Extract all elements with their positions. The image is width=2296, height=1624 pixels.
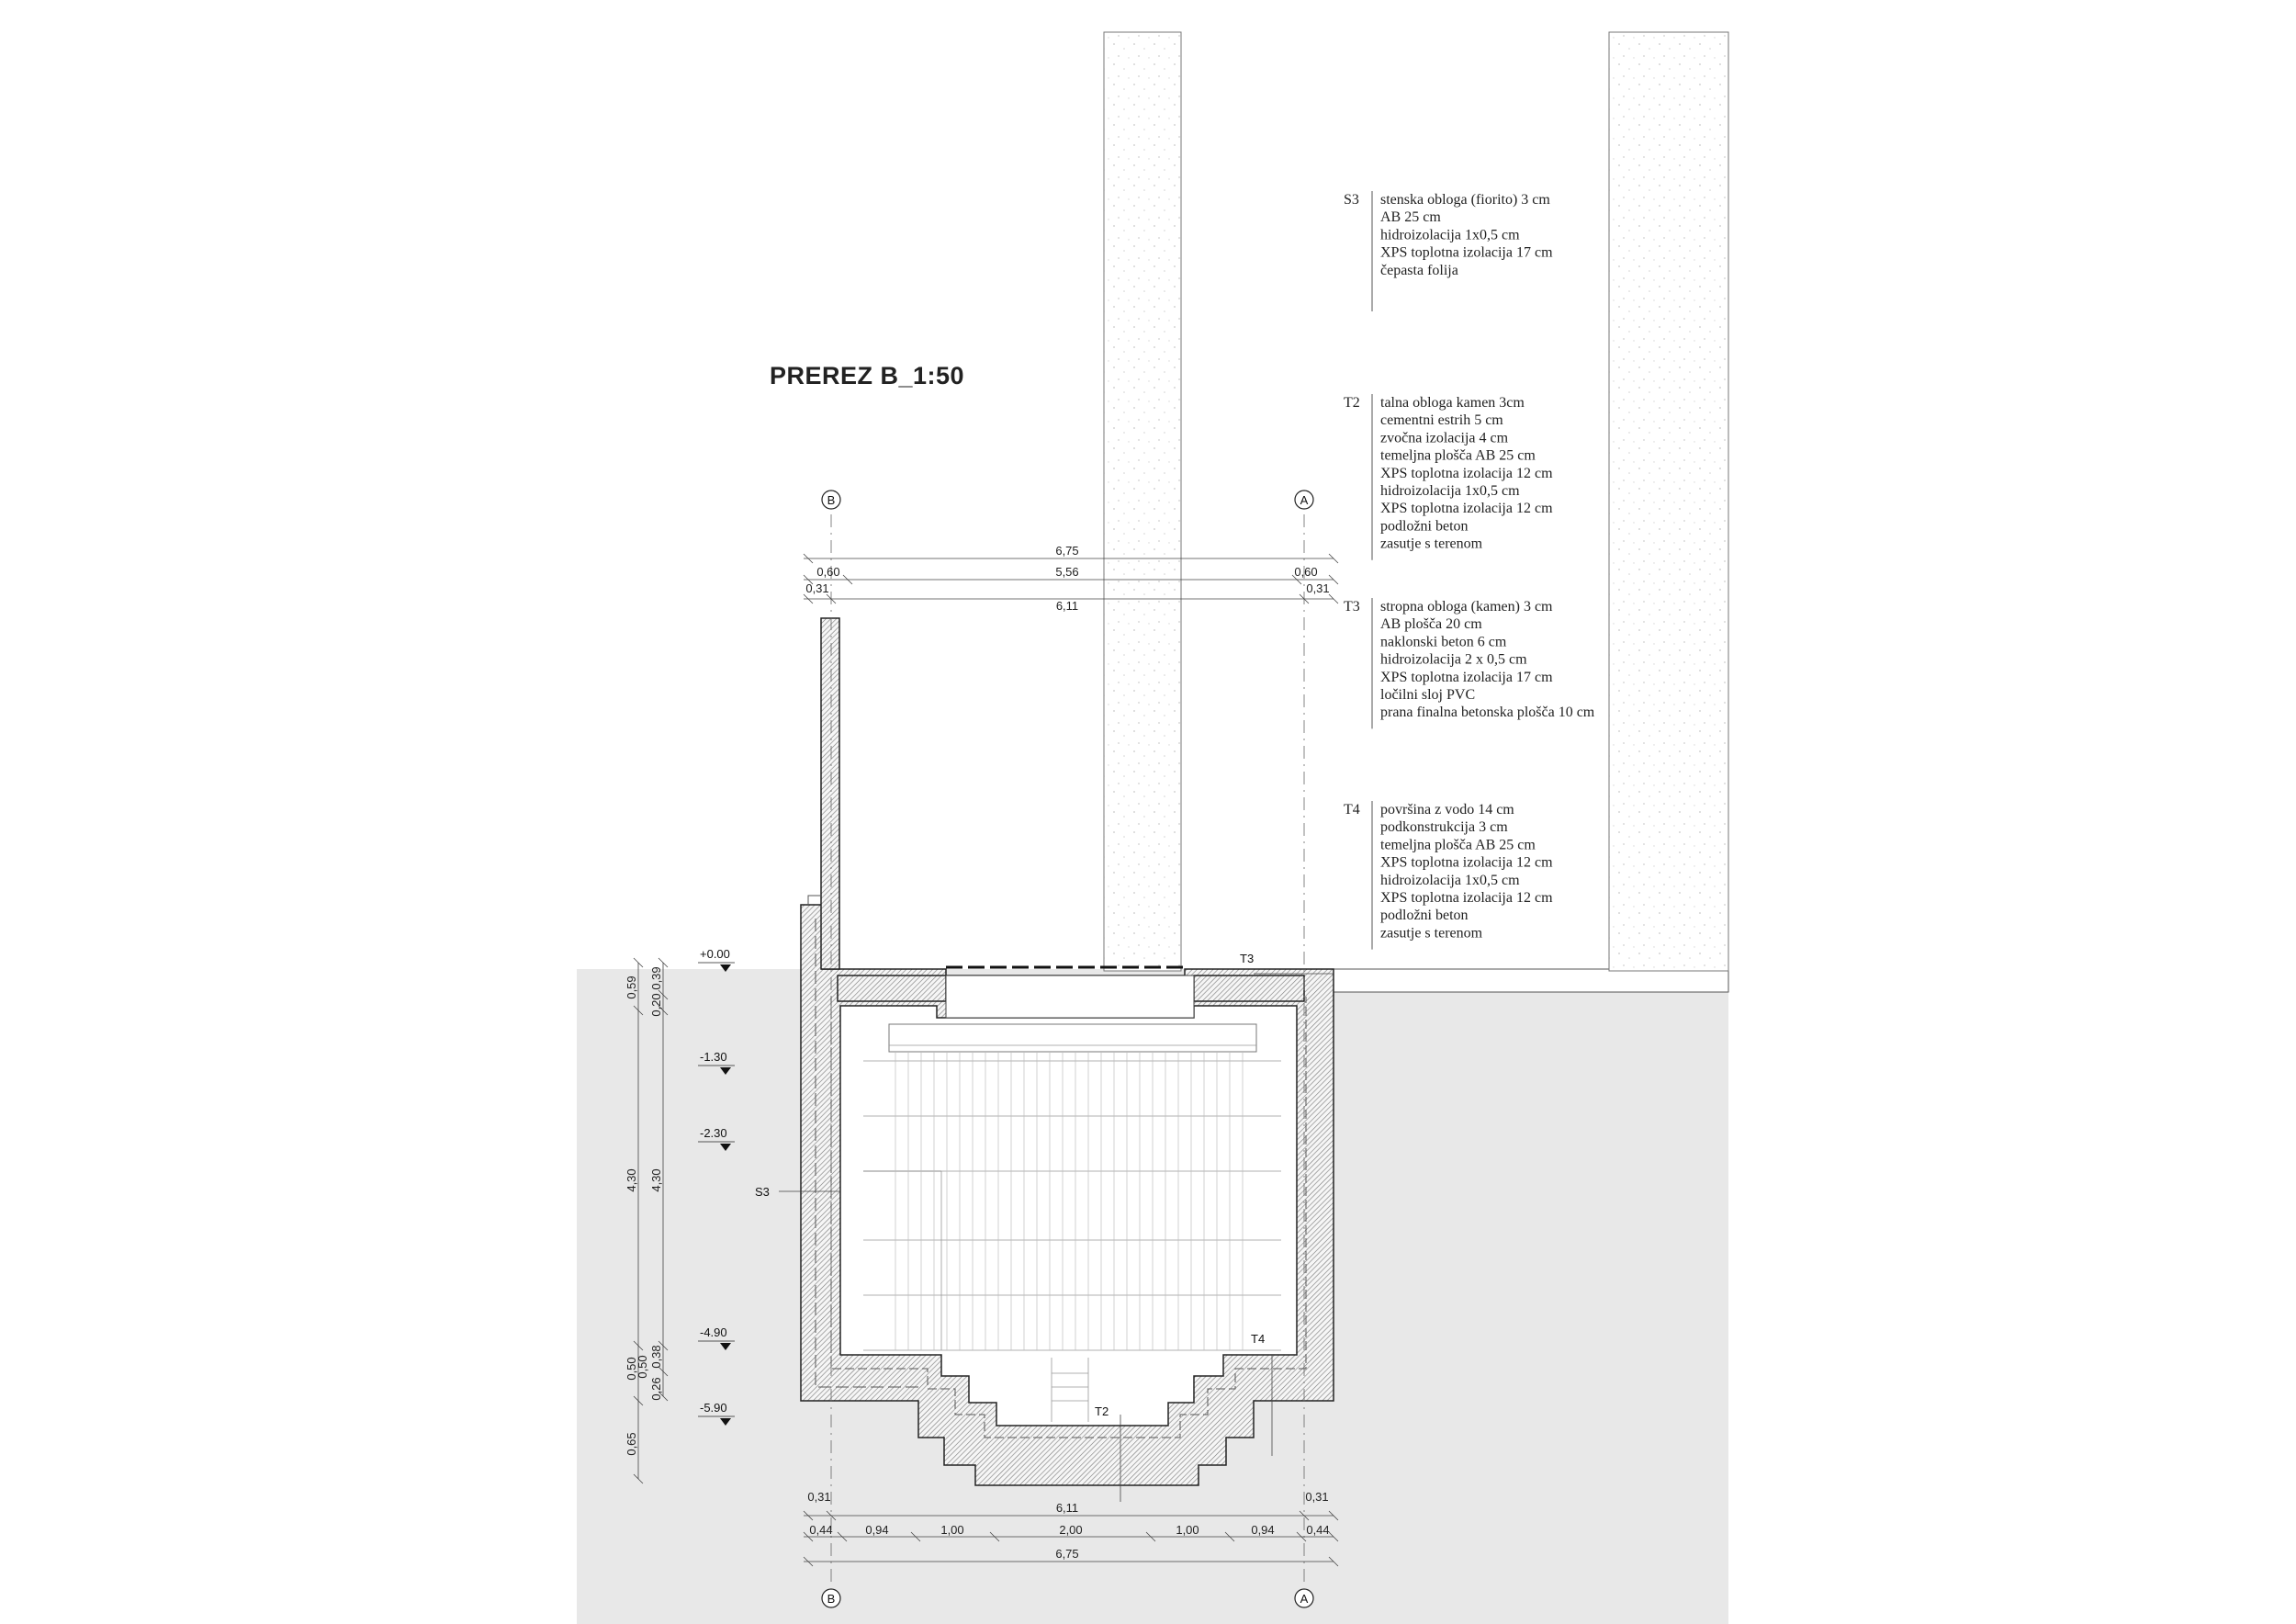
dim-bottom-inner: 6,11: [1055, 1501, 1079, 1515]
dim-bottom-seg-3: 1,00: [940, 1523, 964, 1537]
tag-t2: T2: [1095, 1404, 1109, 1418]
tag-s3: S3: [755, 1185, 770, 1199]
legend-line: XPS toplotna izolacija 12 cm: [1380, 465, 1553, 481]
legend-line: XPS toplotna izolacija 12 cm: [1380, 890, 1553, 906]
level-2: -2.30: [700, 1126, 727, 1140]
vdim-outer-2: 4,30: [625, 1168, 638, 1192]
dim-top-inner-right: 0,31: [1306, 581, 1330, 595]
legend-line: ločilni sloj PVC: [1380, 687, 1476, 703]
level-1: -1.30: [700, 1050, 727, 1064]
level-0: +0.00: [700, 947, 730, 961]
dim-bottom-total: 6,75: [1055, 1547, 1079, 1561]
dim-bottom-seg-7: 0,44: [1306, 1523, 1330, 1537]
legend-line: hidroizolacija 1x0,5 cm: [1380, 227, 1520, 243]
legend-line: AB 25 cm: [1380, 209, 1441, 226]
tag-t3: T3: [1240, 952, 1255, 965]
vdim-outer-4: 0,65: [625, 1432, 638, 1456]
legend-line: površina z vodo 14 cm: [1380, 802, 1514, 818]
grid-label-a-bottom: A: [1300, 1592, 1309, 1606]
grid-label-b-top: B: [827, 493, 836, 507]
legend-code-t3: T3: [1344, 599, 1360, 615]
legend-line: XPS toplotna izolacija 17 cm: [1380, 244, 1553, 261]
legend-line: prana finalna betonska plošča 10 cm: [1380, 705, 1595, 721]
dim-bottom-seg-6: 0,94: [1251, 1523, 1275, 1537]
dim-top-inner: 6,11: [1055, 599, 1079, 613]
level-4: -5.90: [700, 1401, 727, 1415]
top-dimensions: [804, 554, 1338, 603]
background-wall-strip-2: [1609, 32, 1728, 971]
legend-line: stenska obloga (fiorito) 3 cm: [1380, 192, 1550, 208]
legend-line: AB plošča 20 cm: [1380, 616, 1482, 633]
dim-bottom-seg-2: 0,94: [865, 1523, 889, 1537]
legend-line: zasutje s terenom: [1380, 536, 1483, 552]
dim-bottom-side-left: 0,31: [807, 1490, 831, 1504]
legend-line: XPS toplotna izolacija 17 cm: [1380, 669, 1553, 685]
legend-line: cementni estrih 5 cm: [1380, 412, 1503, 429]
dim-bottom-seg-4: 2,00: [1059, 1523, 1083, 1537]
tag-t4: T4: [1251, 1332, 1266, 1346]
level-3: -4.90: [700, 1325, 727, 1339]
legend-line: podložni beton: [1380, 518, 1469, 535]
legend-line: XPS toplotna izolacija 12 cm: [1380, 854, 1553, 871]
vdim-inner-3: 4,30: [649, 1168, 663, 1192]
legend-line: talna obloga kamen 3cm: [1380, 395, 1525, 411]
material-legend: [1344, 191, 1595, 950]
ground-surface-right: [1327, 969, 1728, 992]
legend-line: XPS toplotna izolacija 12 cm: [1380, 501, 1553, 517]
pit-structure: [801, 905, 1334, 1485]
legend-line: podkonstrukcija 3 cm: [1380, 819, 1508, 836]
legend-code-s3: S3: [1344, 192, 1359, 208]
dim-top-side-right: 0,60: [1294, 565, 1318, 579]
legend-line: hidroizolacija 2 x 0,5 cm: [1380, 651, 1527, 668]
legend-line: temeljna plošča AB 25 cm: [1380, 837, 1536, 853]
vdim-inner-5: 0,50: [636, 1355, 649, 1379]
drawing-title: PREREZ B_1:50: [770, 362, 965, 389]
parapet-step: [808, 896, 821, 905]
vdim-outer-1: 0,59: [625, 976, 638, 999]
legend-line: zasutje s terenom: [1380, 925, 1483, 942]
dim-top-middle: 5,56: [1055, 565, 1079, 579]
legend-line: podložni beton: [1380, 908, 1469, 924]
grid-label-a-top: A: [1300, 493, 1309, 507]
grid-label-b-bottom: B: [827, 1592, 836, 1606]
dim-top-total: 6,75: [1055, 544, 1079, 558]
dim-top-inner-left: 0,31: [805, 581, 829, 595]
legend-code-t2: T2: [1344, 395, 1360, 411]
vdim-outer-3: 0,50: [625, 1357, 638, 1381]
legend-line: hidroizolacija 1x0,5 cm: [1380, 872, 1520, 888]
dim-bottom-seg-1: 0,44: [809, 1523, 833, 1537]
dim-bottom-seg-5: 1,00: [1176, 1523, 1199, 1537]
legend-code-t4: T4: [1344, 802, 1360, 818]
legend-line: hidroizolacija 1x0,5 cm: [1380, 483, 1520, 499]
dim-bottom-side-right: 0,31: [1305, 1490, 1329, 1504]
vdim-inner-4: 0,38: [649, 1345, 663, 1369]
legend-line: zvočna izolacija 4 cm: [1380, 430, 1509, 446]
vdim-inner-2: 0,20: [649, 993, 663, 1017]
parapet-wall: [821, 618, 839, 969]
dim-top-side-left: 0,60: [816, 565, 840, 579]
background-wall-strip-1: [1104, 32, 1181, 971]
vdim-inner-6: 0,26: [649, 1377, 663, 1401]
legend-line: naklonski beton 6 cm: [1380, 634, 1507, 650]
legend-line: temeljna plošča AB 25 cm: [1380, 447, 1536, 464]
legend-line: čepasta folija: [1380, 262, 1458, 278]
legend-line: stropna obloga (kamen) 3 cm: [1380, 599, 1553, 615]
vdim-inner-1: 0,39: [649, 966, 663, 990]
